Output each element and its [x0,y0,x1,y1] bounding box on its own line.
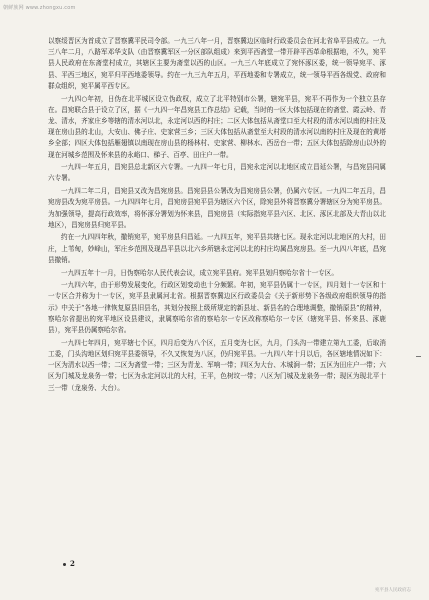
margin-mark [416,356,421,360]
footer-note: 宛平县人民政府志 [375,588,411,593]
paragraph: 一九四○年初，日伪在北平城区设立伪政权，成立了北平特别市公署，辖宛平县，宛平不再作为一个独立县存在。昌宛联合县于设立了区，据《一九四一年昌宛县工作总结》记载，当时的一区大体包括现在的斋堂、霞云岭、青龙、清水，齐家庄乡等辖的清水河以北，永定河以西的村庄；二区大体包括从斋堂口至大村段的清水河以南的村庄及现在房山县的北山，大安山、佛子庄、史家营三乡；三区大体包括从斋堂至大村段的清水河以南的村庄及现在的黄塔乡全部；四区大体包括雁翅镇以南现在房山县的杨林村、史家营、柳林水、西岳台一带；五区大体包括除房山以外的现在河城乡范围及怀来县的永峪口、梯子、百亭、田庄户一带。 [48,94,386,159]
paragraph: 一九四五年十一月，日伪察哈尔人民代表会议，成立宛平县府。宛平县划归察哈尔省十一专区。 [61,268,338,277]
paragraph: 以察绥晋区为首成立了晋察冀平民司令部。一九三八年一月，晋察冀边区临时行政委员会在河北省阜平县成立。一九三八年二月，八路军邓华支队（由晋察冀军区一分区部队组成）来到平西斋堂一带开辟平西革命根据地，不久，宛平县人民政府在东斋堂村成立，其辖区主要为斋堂以西的山区。一九三八年底成立了宛怀涿区委，统一领导宛平、涿县、平西三地区，宛平归平西地委领导。约在一九三九年五月，平西地委和专署成立，统一领导平西各级党、政府和群众组织，宛平属平西专区。 [48,37,386,90]
paragraph: 一九四一年五月，昌宛县总北新区六专署。一九四一年七月，昌宛永定河以北地区成立昌延公署，与昌宛县同属六专署。 [48,163,386,183]
paragraph: 一九四二年二月，昌宛县又改为昌宛房县。昌宛县县公署改为昌宛房县公署，仍属六专区。一九四二年五月，昌宛房县改为宛平房县。一九四四年七月，昌宛房县宛平县为辖区六个区，除宛县外将晋察冀分署辖区分为宛平房县。为加强领导，提高行政效率，将怀涿分署划为怀来县，昌宛房县（实际指宛平县六区、北区、涿区北部及大青山以北地区），昌宛房县归宛平县。 [48,187,386,229]
paragraph: 一九四七年四月，宛平辖七个区，四月后变为八个区，五月变为七区，九月，门头沟一带建立第九工委，后取消工委，门头沟地区划归宛平县委领导，不久又恢复为八区，仍归宛平县。一九四八年十月以后，各区辖地情况如下：一区为清水以西一带；二区为斋堂一带；三区为青龙、军响一带；四区为大台、木城涧一带；五区为田庄户一带；六区为门城及龙泉务一带；七区为永定河以北的大村，王平，色树坟一带；八区为门城及龙泉务一带；现区为现北平十三一带（龙泉务、大台）。 [48,338,386,392]
page-number: 2 [63,559,75,568]
body-text [48,36,386,395]
paragraph: 一九四六年，由于形势发展变化，行政区划变动也十分频繁。年初，宛平县仍属十一专区，四月划十一专区和十一专区合并称为十一专区，宛平县隶属河北省。根据晋察冀边区行政委员会《关于新形势下各级政府组织领导的指示》中关于“各地一律恢复原县旧县名，其划分按照上级所规定的新县址、新县名的合理地调整，撤销原县”的精神，察哈尔省提出的宛平地区设县建议，隶属察哈尔省的察哈尔一专区改称察哈尔一专区（辖宛平县、怀来县、涿鹿县），宛平县仍属察哈尔省。 [48,281,386,335]
watermark-text: 朝鲜族网 www.zhongxu.com [3,5,76,11]
paragraph: 约在一九四四年秋，撤销宛平，宛平房县归昌延。一九四五年，宛平县共辖七区。现永定河以北地区的大村，田庄，上苇甸，妙峰山，军庄乡范围及现昌平县以北六乡所辖永定河以北的村庄均属昌宛房县。至一九四八年底，昌宛县撤销。 [48,233,386,264]
